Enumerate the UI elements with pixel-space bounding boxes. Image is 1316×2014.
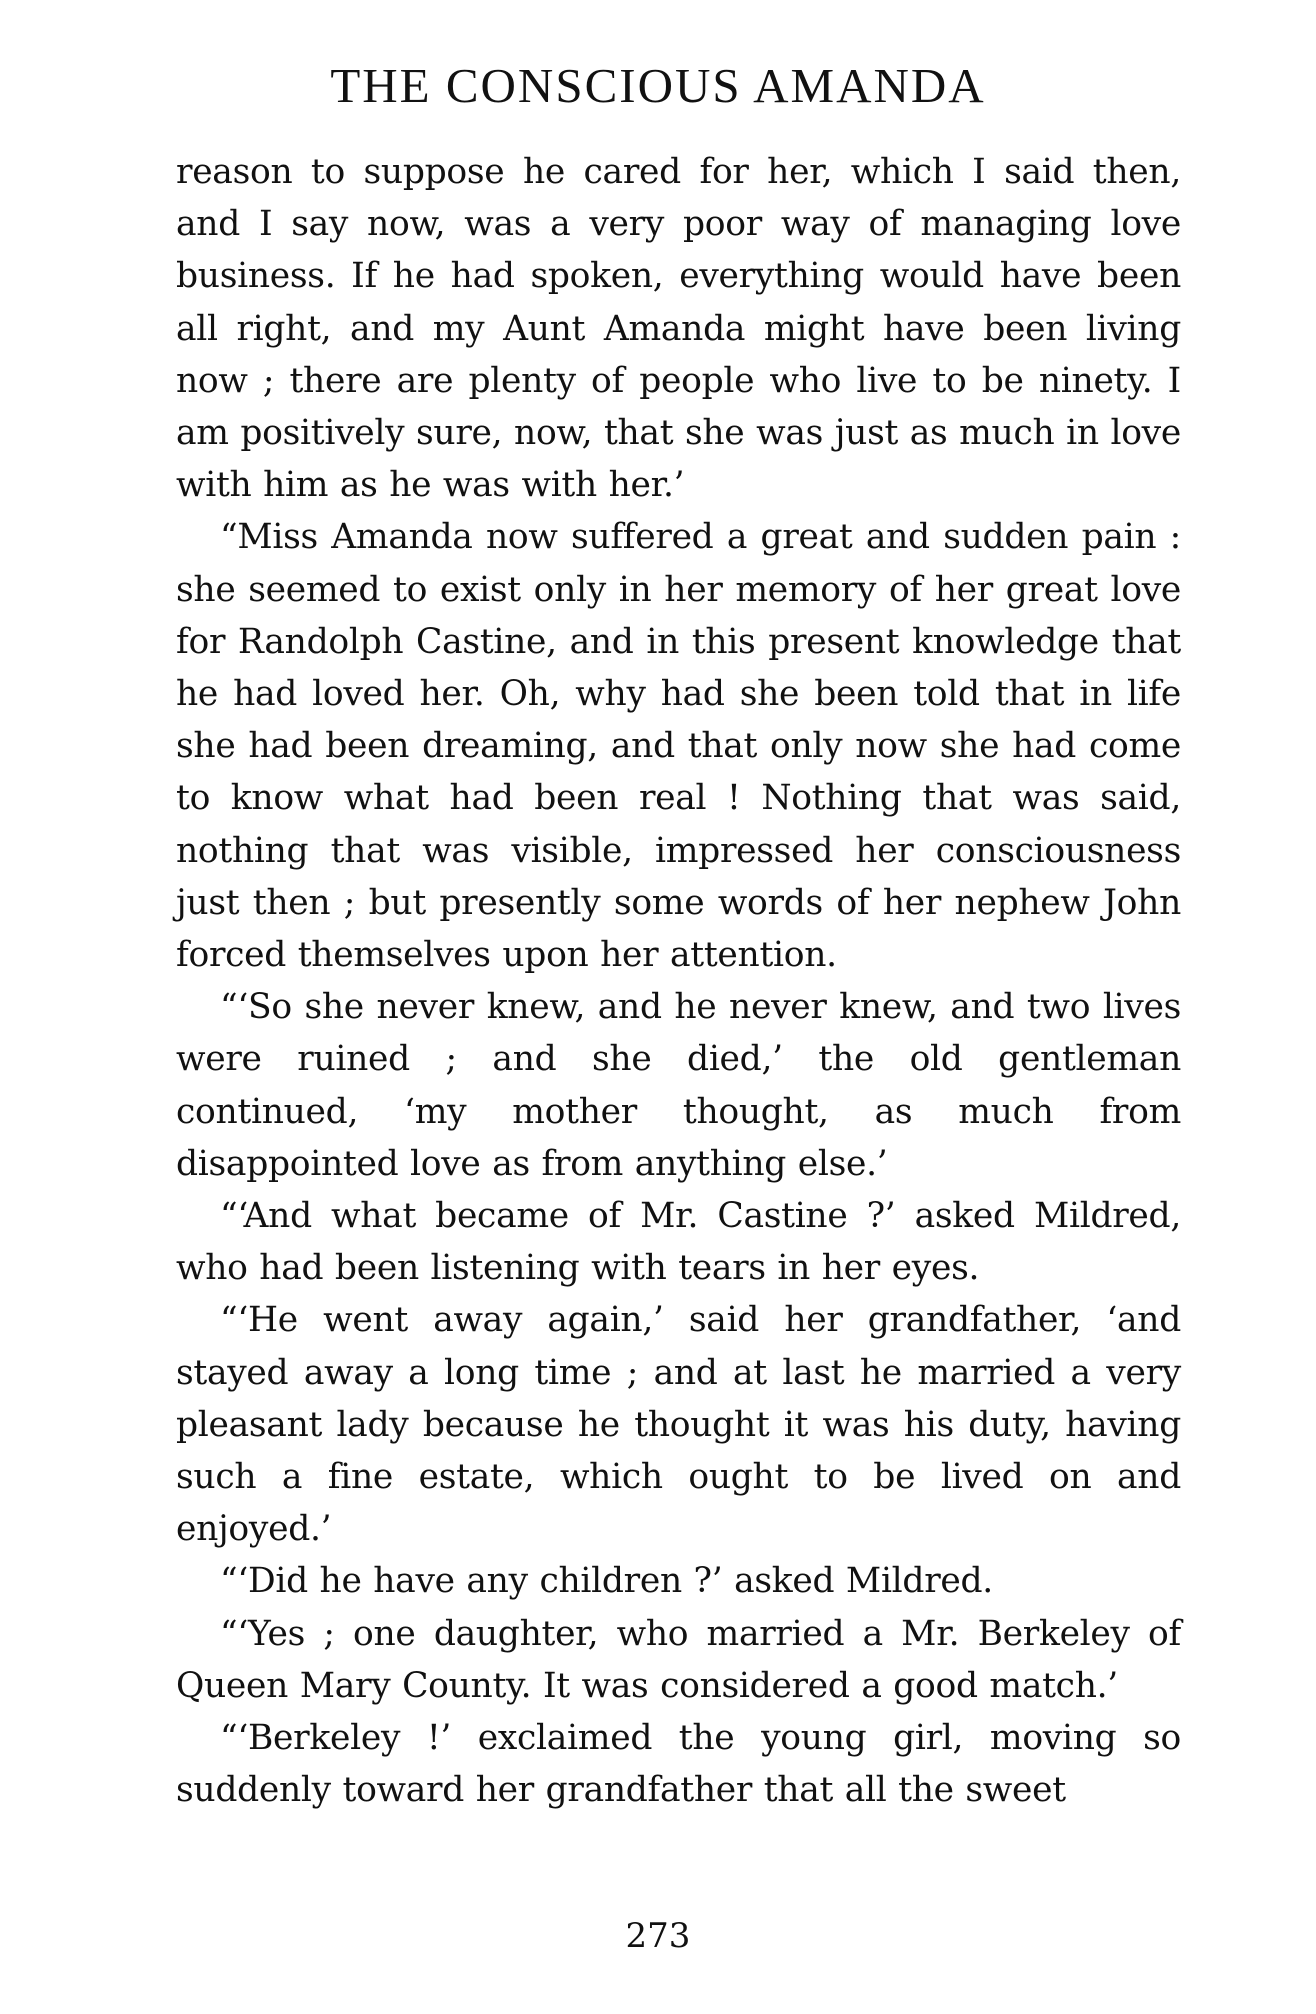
paragraph: “‘Yes ; one daughter, who married a Mr. Berkeley of Queen Mary County. It was considered a good match.’ bbox=[176, 1613, 1181, 1706]
running-head: THE CONSCIOUS AMANDA bbox=[330, 58, 986, 113]
body-text bbox=[176, 146, 1181, 1817]
paragraph-runover: “‘Berkeley !’ exclaimed the young girl, moving so suddenly toward her grandfather that all the sweet bbox=[176, 1718, 1181, 1811]
paragraph: “‘He went away again,’ said her grandfather, ‘and stayed away a long time ; and at last he married a very pleasant lady because he thought it was his duty, having such a fine estate, which ought to be lived on and enjoyed.’ bbox=[176, 1300, 1181, 1550]
paragraph: “‘And what became of Mr. Castine ?’ asked Mildred, who had been listening with tears in her eyes. bbox=[176, 1196, 1181, 1289]
paragraph: “‘Did he have any children ?’ asked Mildred. bbox=[220, 1561, 993, 1602]
paragraph: “‘So she never knew, and he never knew, and two lives were ruined ; and she died,’ the old gentleman continued, ‘my mother thought, as much from disappointed love as from anything else.’ bbox=[176, 987, 1181, 1184]
page-number: 273 bbox=[625, 1916, 691, 1956]
paragraph-continued: reason to suppose he cared for her, which I said then, and I say now, was a very poor way of managing love business. If he had spoken, everything would have been all right, and my Aunt Amanda might have been living now ; there are plenty of people who live to be ninety. I am positively sure, now, that she was just as much in love with him as he was with her.’ bbox=[176, 152, 1181, 506]
paragraph: “Miss Amanda now suffered a great and sudden pain : she seemed to exist only in her memory of her great love for Randolph Castine, and in this present knowledge that he had loved her. Oh, why had she been told that in life she had been dreaming, and that only now she had come to know what had been real ! Nothing that was said, nothing that was visible, impressed her consciousness just then ; but presently some words of her nephew John forced themselves upon her attention. bbox=[176, 517, 1181, 976]
